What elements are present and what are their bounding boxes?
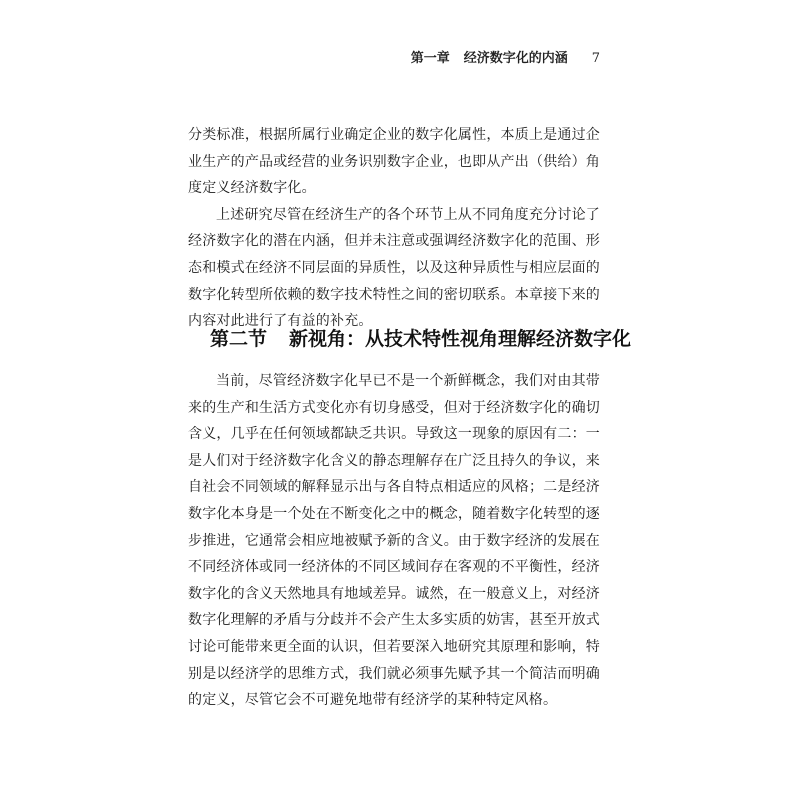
section-heading	[210, 325, 631, 353]
page-number: 7	[591, 51, 600, 66]
section-number: 第二节	[210, 328, 268, 350]
body-text-top	[188, 122, 600, 335]
chapter-title: 经济数字化的内涵	[463, 51, 568, 66]
body-text-bottom	[188, 368, 600, 714]
paragraph-continued: 分类标准，根据所属行业确定企业的数字化属性，本质上是通过企业生产的产品或经营的业务识别数字企业，也即从产出（供给）角度定义经济数字化。	[188, 127, 600, 197]
running-header	[411, 50, 600, 68]
section-title: 新视角：从技术特性视角理解经济数字化	[289, 328, 632, 350]
paragraph: 上述研究尽管在经济生产的各个环节上从不同角度充分讨论了经济数字化的潜在内涵，但并未注意或强调经济数字化的范围、形态和模式在经济不同层面的异质性，以及这种异质性与相应层面的数字化转型所依赖的数字技术特性之间的密切联系。本章接下来的内容对此进行了有益的补充。	[188, 206, 600, 330]
paragraph: 当前，尽管经济数字化早已不是一个新鲜概念，我们对由其带来的生产和生活方式变化亦有切身感受，但对于经济数字化的确切含义，几乎在任何领域都缺乏共识。导致这一现象的原因有二：一是人们对于经济数字化含义的静态理解存在广泛且持久的争议，来自社会不同领域的解释显示出与各自特点相适应的风格；二是经济数字化本身是一个处在不断变化之中的概念，随着数字化转型的逐步推进，它通常会相应地被赋予新的含义。由于数字经济的发展在不同经济体或同一经济体的不同区域间存在客观的不平衡性，经济数字化的含义天然地具有地域差异。诚然，在一般意义上，对经济数字化理解的矛盾与分歧并不会产生太多实质的妨害，甚至开放式讨论可能带来更全面的认识，但若要深入地研究其原理和影响，特别是以经济学的思维方式，我们就必须事先赋予其一个简洁而明确的定义，尽管它会不可避免地带有经济学的某种特定风格。	[188, 373, 600, 709]
chapter-label: 第一章	[410, 51, 450, 66]
